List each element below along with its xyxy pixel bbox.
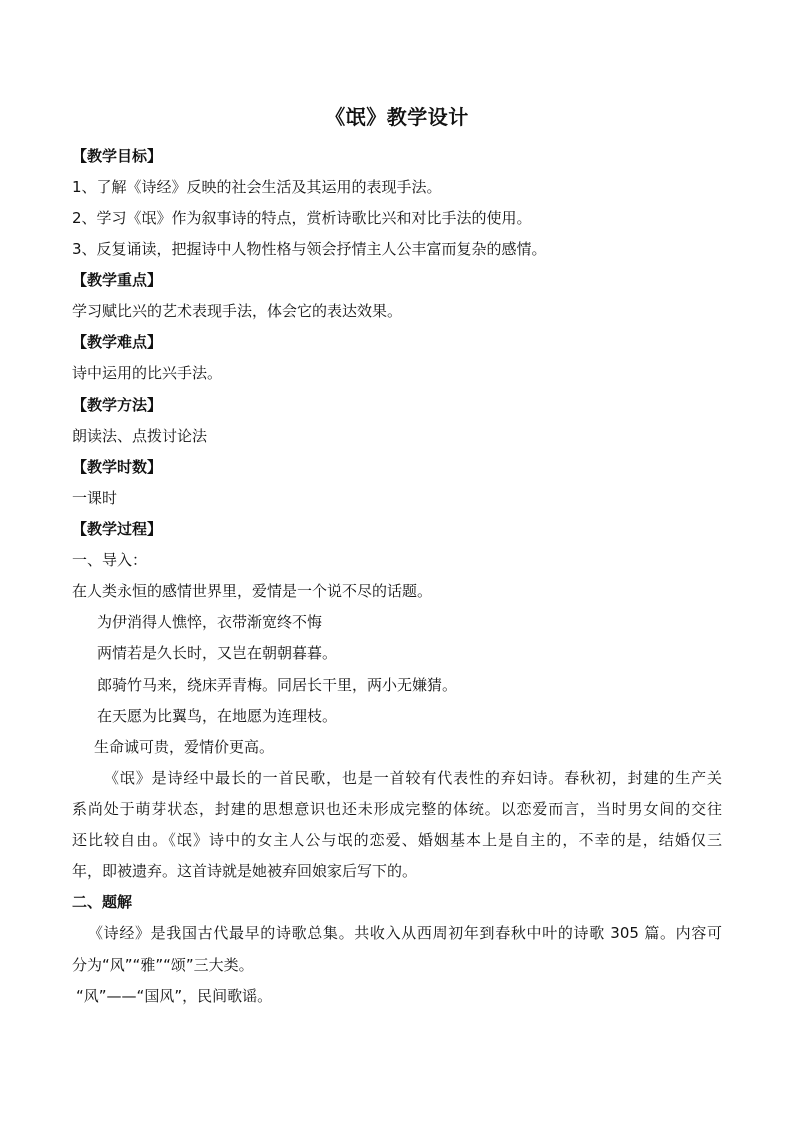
objective-item-2: 2、学习《氓》作为叙事诗的特点，赏析诗歌比兴和对比手法的使用。	[72, 209, 532, 227]
section-heading-class-hours: 【教学时数】	[72, 458, 163, 476]
section-heading-key-points: 【教学重点】	[72, 271, 163, 289]
class-hours-text: 一课时	[72, 489, 118, 507]
section-heading-title-explanation: 二、题解	[72, 893, 133, 911]
poem-quote-line: 两情若是久长时，又岂在朝朝暮暮。	[97, 644, 338, 662]
difficulties-text: 诗中运用的比兴手法。	[72, 364, 223, 382]
poem-quote-line: 为伊消得人憔悴，衣带渐宽终不悔	[97, 613, 323, 631]
objective-item-1: 1、了解《诗经》反映的社会生活及其运用的表现手法。	[72, 178, 442, 196]
intro-paragraph: 在人类永恒的感情世界里，爱情是一个说不尽的话题。	[72, 582, 433, 600]
document-title: 《氓》教学设计	[325, 105, 469, 129]
section-heading-process: 【教学过程】	[72, 520, 163, 538]
poem-quote-line: 郎骑竹马来，绕床弄青梅。同居长干里，两小无嫌猜。	[97, 676, 458, 694]
body-paragraph-line: 《氓》是诗经中最长的一首民歌，也是一首较有代表性的弃妇诗。春秋初，封建的生产关	[104, 769, 722, 787]
body-paragraph-line: 《诗经》是我国古代最早的诗歌总集。共收入从西周初年到春秋中叶的诗歌 305 篇。内容可	[88, 924, 722, 942]
poem-quote-line: 生命诚可贵，爱情价更高。	[94, 738, 275, 756]
key-points-text: 学习赋比兴的艺术表现手法，体会它的表达效果。	[72, 302, 403, 320]
body-paragraph-line: “风”——“国风”，民间歌谣。	[76, 987, 273, 1005]
process-step-intro: 一、导入：	[72, 551, 148, 569]
body-paragraph-line: 分为“风”“雅”“颂”三大类。	[72, 956, 254, 974]
section-heading-objectives: 【教学目标】	[72, 147, 163, 165]
methods-text: 朗读法、点拨讨论法	[72, 427, 208, 445]
objective-item-3: 3、反复诵读，把握诗中人物性格与领会抒情主人公丰富而复杂的感情。	[72, 240, 547, 258]
poem-quote-line: 在天愿为比翼鸟，在地愿为连理枝。	[97, 707, 338, 725]
body-paragraph-line: 系尚处于萌芽状态，封建的思想意识也还未形成完整的体统。以恋爱而言，当时男女间的交往	[72, 800, 722, 818]
section-heading-methods: 【教学方法】	[72, 396, 163, 414]
section-heading-difficulties: 【教学难点】	[72, 333, 163, 351]
body-paragraph-line: 年，即被遗弃。这首诗就是她被弃回娘家后写下的。	[72, 862, 418, 880]
body-paragraph-line: 还比较自由。《氓》诗中的女主人公与氓的恋爱、婚姻基本上是自主的，不幸的是，结婚仅三	[72, 831, 722, 849]
